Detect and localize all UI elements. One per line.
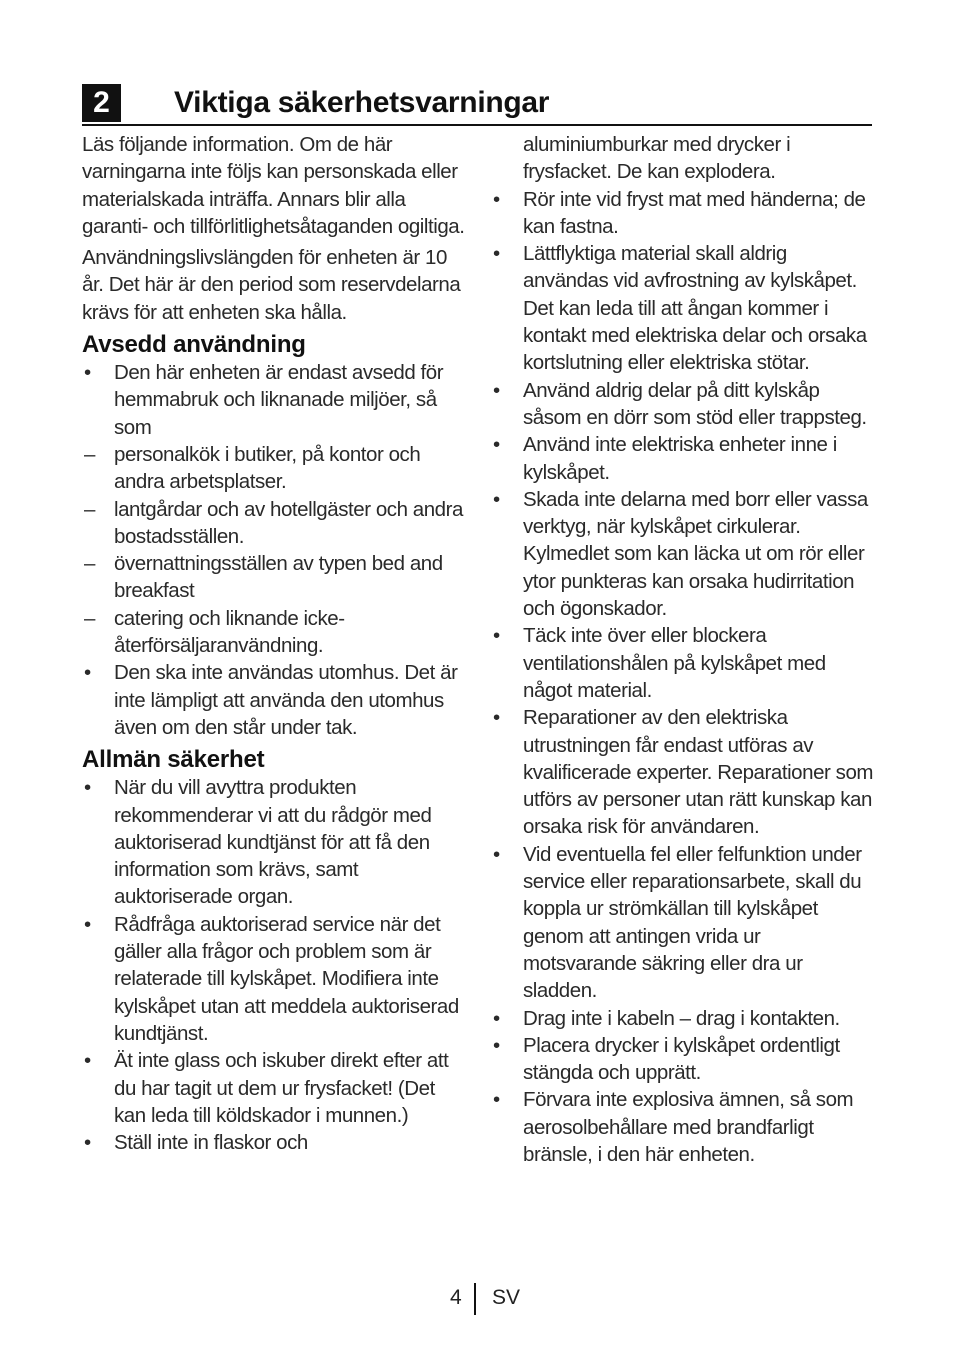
list-item	[491, 704, 876, 840]
list-item	[491, 240, 876, 376]
dash-mark: –	[84, 497, 95, 521]
bullet-mark: •	[84, 776, 91, 800]
list-item-text: Använd aldrig delar på ditt kylskåp såsom en dörr som stöd eller trappsteg.	[523, 378, 867, 429]
list-item-text: Den ska inte användas utomhus. Det är inte lämpligt att använda den utomhus även om den står under tak.	[114, 661, 458, 739]
list-item-text: Använd inte elektriska enheter inne i kylskåpet.	[523, 433, 837, 484]
list-item-text: Rådfråga auktoriserad service när det gäller alla frågor och problem som är relaterade till kylskåpet. Modifiera inte kylskåpet utan att meddela auktoriserad kundtjänst.	[114, 912, 459, 1045]
list-item	[82, 1129, 467, 1156]
bullet-mark: •	[493, 1033, 500, 1057]
list-item	[82, 659, 467, 741]
list-item-text: Lättflyktiga material skall aldrig användas vid avfrostning av kylskåpet. Det kan leda till att ångan kommer i kontakt med elektriska delar och orsaka kortslutning eller elektriska stötar.	[523, 242, 867, 375]
list-item-text: Ät inte glass och iskuber direkt efter att du har tagit ut dem ur frysfacket! (Det kan leda till köldskador i munnen.)	[114, 1049, 449, 1127]
list-item	[491, 1086, 876, 1168]
list-item	[82, 774, 467, 910]
list-item-text: Den här enheten är endast avsedd för hemmabruk och liknanade miljöer, så som	[114, 361, 444, 439]
bullet-mark: •	[493, 1006, 500, 1030]
section-heading-intended-use: Avsedd användning	[82, 331, 306, 359]
chapter-header	[82, 84, 872, 126]
right-column	[491, 131, 876, 1168]
bullet-mark: •	[493, 1088, 500, 1112]
bullet-mark: •	[493, 624, 500, 648]
bullet-mark: •	[493, 187, 500, 211]
list-item	[491, 486, 876, 622]
list-item-text: lantgårdar och av hotellgäster och andra bostadsställen.	[114, 497, 463, 548]
bullet-mark: •	[84, 1049, 91, 1073]
bullet-mark: •	[493, 842, 500, 866]
list-item	[491, 377, 876, 432]
list-item-text: Reparationer av den elektriska utrustningen får endast utföras av kvalificerade experter. Reparationer som utförs av personer utan rätt kunskap kan orsaka risk för användaren.	[523, 706, 874, 839]
dash-mark: –	[84, 552, 95, 576]
bullet-mark: •	[84, 361, 91, 385]
list-item-text: Vid eventuella fel eller felfunktion under service eller reparationsarbete, skall du koppla ur strömkällan till kylskåpet genom att antingen vrida ur motsvarande säkring eller dra ur sladden.	[523, 842, 862, 1003]
list-item	[82, 441, 467, 496]
bullet-mark: •	[493, 378, 500, 402]
bullet-mark: •	[493, 433, 500, 457]
section-heading-general-safety: Allmän säkerhet	[82, 746, 265, 774]
list-item	[491, 841, 876, 1005]
list-item	[82, 605, 467, 660]
list-item-text: Rör inte vid fryst mat med händerna; de kan fastna.	[523, 187, 866, 238]
left-column	[82, 131, 467, 1156]
list-item-text: Drag inte i kabeln – drag i kontakten.	[523, 1006, 840, 1030]
list-item-text: Skada inte delarna med borr eller vassa verktyg, när kylskåpet cirkulerar. Kylmedlet som kan läcka ut om rör eller ytor punkteras kan orsaka hudirritation och ögonskador.	[523, 487, 868, 621]
page-number: 4	[450, 1286, 462, 1309]
list-item	[82, 1047, 467, 1129]
list-item	[491, 1005, 876, 1032]
list-item-text: övernattningsställen av typen bed and breakfast	[114, 552, 443, 603]
list-item-text: Förvara inte explosiva ämnen, så som aerosolbehållare med brandfarligt bränsle, i den här enheten.	[523, 1088, 854, 1166]
bullet-mark: •	[84, 661, 91, 685]
list-item-text: catering och liknande icke-återförsäljaranvändning.	[114, 606, 345, 658]
list-item	[82, 496, 467, 551]
lifetime-paragraph: Användningslivslängden för enheten är 10 år. Det här är den period som reservdelarna krävs för att enheten ska hålla.	[82, 246, 461, 324]
list-item	[491, 186, 876, 241]
dash-mark: –	[84, 442, 95, 466]
footer-divider	[474, 1283, 476, 1315]
list-item-text: Placera drycker i kylskåpet ordentligt stängda och upprätt.	[523, 1033, 840, 1085]
chapter-title: Viktiga säkerhetsvarningar	[174, 86, 550, 119]
list-item-text: Täck inte över eller blockera ventilationshålen på kylskåpet med något material.	[523, 624, 826, 702]
list-item-text: Ställ inte in flaskor och	[114, 1131, 308, 1155]
list-item	[491, 622, 876, 704]
list-item	[82, 359, 467, 441]
general-safety-list	[82, 774, 467, 1156]
bullet-mark: •	[84, 1131, 91, 1155]
bullet-mark: •	[84, 912, 91, 936]
chapter-number: 2	[82, 84, 121, 122]
continued-text: aluminiumburkar med drycker i frysfacket. De kan explodera.	[523, 133, 791, 184]
dash-mark: –	[84, 606, 95, 630]
list-item	[82, 911, 467, 1047]
intro-paragraph: Läs följande information. Om de här varningarna inte följs kan personskada eller materialskada inträffa. Annars blir alla garanti- och tillförlitlighetsåtaganden ogiltiga.	[82, 133, 465, 238]
bullet-mark: •	[493, 706, 500, 730]
list-item	[491, 1032, 876, 1087]
language-code: SV	[492, 1286, 521, 1309]
safety-list-continued	[491, 186, 876, 1169]
bullet-mark: •	[493, 487, 500, 511]
list-item-text: personalkök i butiker, på kontor och andra arbetsplatser.	[114, 442, 421, 494]
list-item-text: När du vill avyttra produkten rekommenderar vi att du rådgör med auktoriserad kundtjänst för att få den information som krävs, samt auktoriserade organ.	[114, 776, 432, 909]
bullet-mark: •	[493, 242, 500, 266]
list-item	[491, 431, 876, 486]
intended-use-list	[82, 359, 467, 741]
list-item	[82, 550, 467, 605]
